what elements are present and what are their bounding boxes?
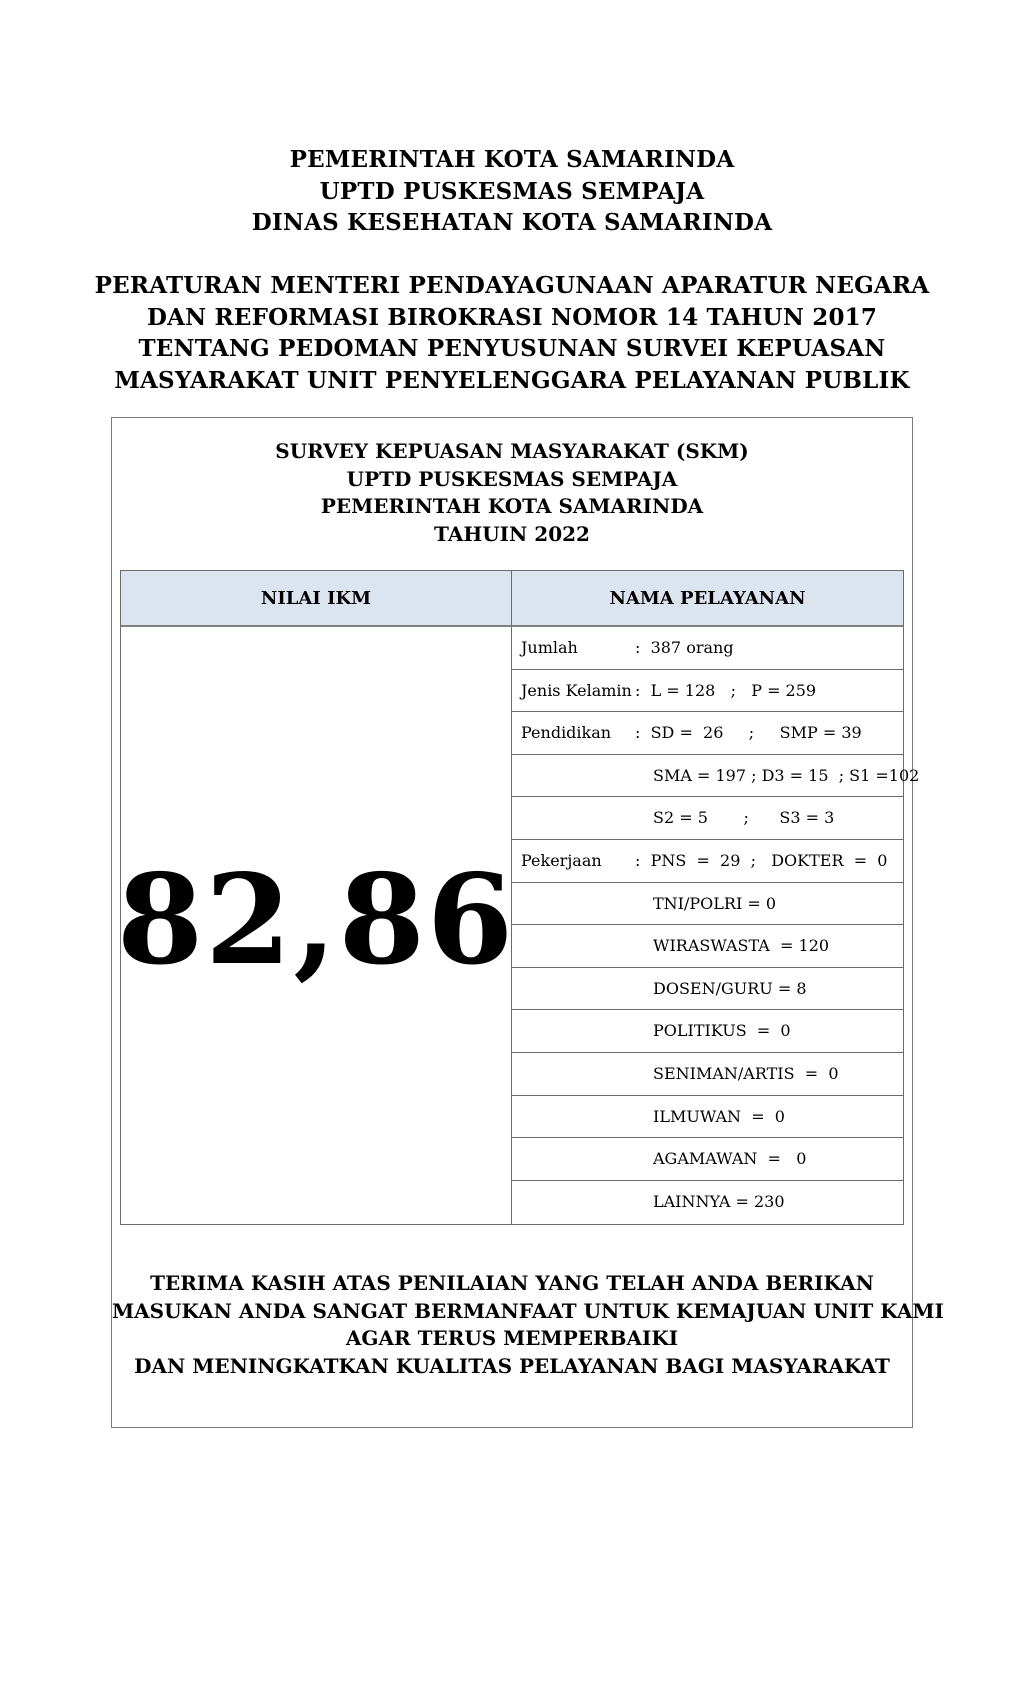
table-row (512, 1053, 903, 1096)
footer-line: DAN MENINGKATKAN KUALITAS PELAYANAN BAGI MASYARAKAT (134, 1353, 890, 1378)
row-value: S2 = 5 ; S3 = 3 (653, 808, 835, 828)
regulation-line: PERATURAN MENTERI PENDAYAGUNAAN APARATUR NEGARA (94, 272, 930, 299)
header-institution (0, 144, 1024, 239)
thank-you-message (112, 1270, 944, 1380)
table-row (512, 755, 920, 798)
header-line: UPTD PUSKESMAS SEMPAJA (319, 177, 705, 205)
table-row (512, 883, 903, 926)
header-line: DINAS KESEHATAN KOTA SAMARINDA (251, 209, 773, 236)
score-cell (116, 627, 516, 1224)
service-details (512, 627, 920, 1224)
header-regulation (0, 270, 1024, 396)
survey-title-line: UPTD PUSKESMAS SEMPAJA (346, 466, 678, 491)
survey-frame (111, 417, 944, 1428)
row-value: TNI/POLRI = 0 (653, 893, 777, 913)
table-row (512, 968, 903, 1011)
row-value: SENIMAN/ARTIS = 0 (653, 1063, 839, 1083)
table-row (512, 797, 903, 840)
row-value: SMA = 197 ; D3 = 15 ; S1 =102 (653, 765, 920, 785)
row-value: WIRASWASTA = 120 (653, 936, 830, 956)
table-row (512, 627, 903, 670)
column-header-nama-pelayanan: NAMA PELAYANAN (512, 571, 903, 627)
footer-line: AGAR TERUS MEMPERBAIKI (345, 1326, 679, 1350)
row-label: Jenis Kelamin (521, 680, 632, 700)
survey-title (112, 438, 912, 548)
survey-title-line: TAHUIN 2022 (434, 521, 590, 546)
row-value: POLITIKUS = 0 (653, 1021, 791, 1041)
footer-line: MASUKAN ANDA SANGAT BERMANFAAT UNTUK KEMAJUAN UNIT KAMI (112, 1298, 944, 1323)
row-value: : SD = 26 ; SMP = 39 (635, 723, 862, 743)
column-header-nilai-ikm: NILAI IKM (121, 571, 512, 627)
header-line: PEMERINTAH KOTA SAMARINDA (289, 146, 735, 173)
footer-line: TERIMA KASIH ATAS PENILAIAN YANG TELAH ANDA BERIKAN (150, 1271, 874, 1295)
row-value: : L = 128 ; P = 259 (635, 680, 817, 700)
ikm-score: 82,86 (116, 847, 516, 993)
row-value: : 387 orang (635, 638, 734, 657)
row-value: ILMUWAN = 0 (653, 1106, 785, 1126)
table-row (512, 1181, 903, 1224)
table-row (512, 925, 903, 968)
table-row (512, 1096, 903, 1139)
row-label: Pekerjaan (521, 850, 602, 870)
table-row (512, 712, 903, 755)
table-row (512, 670, 903, 713)
table-row (512, 840, 903, 883)
row-value: DOSEN/GURU = 8 (653, 978, 807, 998)
row-value: LAINNYA = 230 (653, 1191, 785, 1211)
row-label: Jumlah (521, 638, 578, 657)
regulation-line: MASYARAKAT UNIT PENYELENGGARA PELAYANAN PUBLIK (114, 366, 910, 394)
table-row (512, 1010, 903, 1053)
table-row (512, 1138, 903, 1181)
row-value: AGAMAWAN = 0 (653, 1149, 807, 1169)
survey-title-line: PEMERINTAH KOTA SAMARINDA (320, 494, 704, 518)
regulation-line: DAN REFORMASI BIROKRASI NOMOR 14 TAHUN 2017 (146, 303, 878, 331)
row-label: Pendidikan (521, 723, 612, 743)
row-value: : PNS = 29 ; DOKTER = 0 (635, 850, 888, 870)
survey-title-line: SURVEY KEPUASAN MASYARAKAT (SKM) (275, 439, 749, 463)
regulation-line: TENTANG PEDOMAN PENYUSUNAN SURVEI KEPUASAN (138, 335, 886, 362)
ikm-table (116, 570, 920, 1225)
